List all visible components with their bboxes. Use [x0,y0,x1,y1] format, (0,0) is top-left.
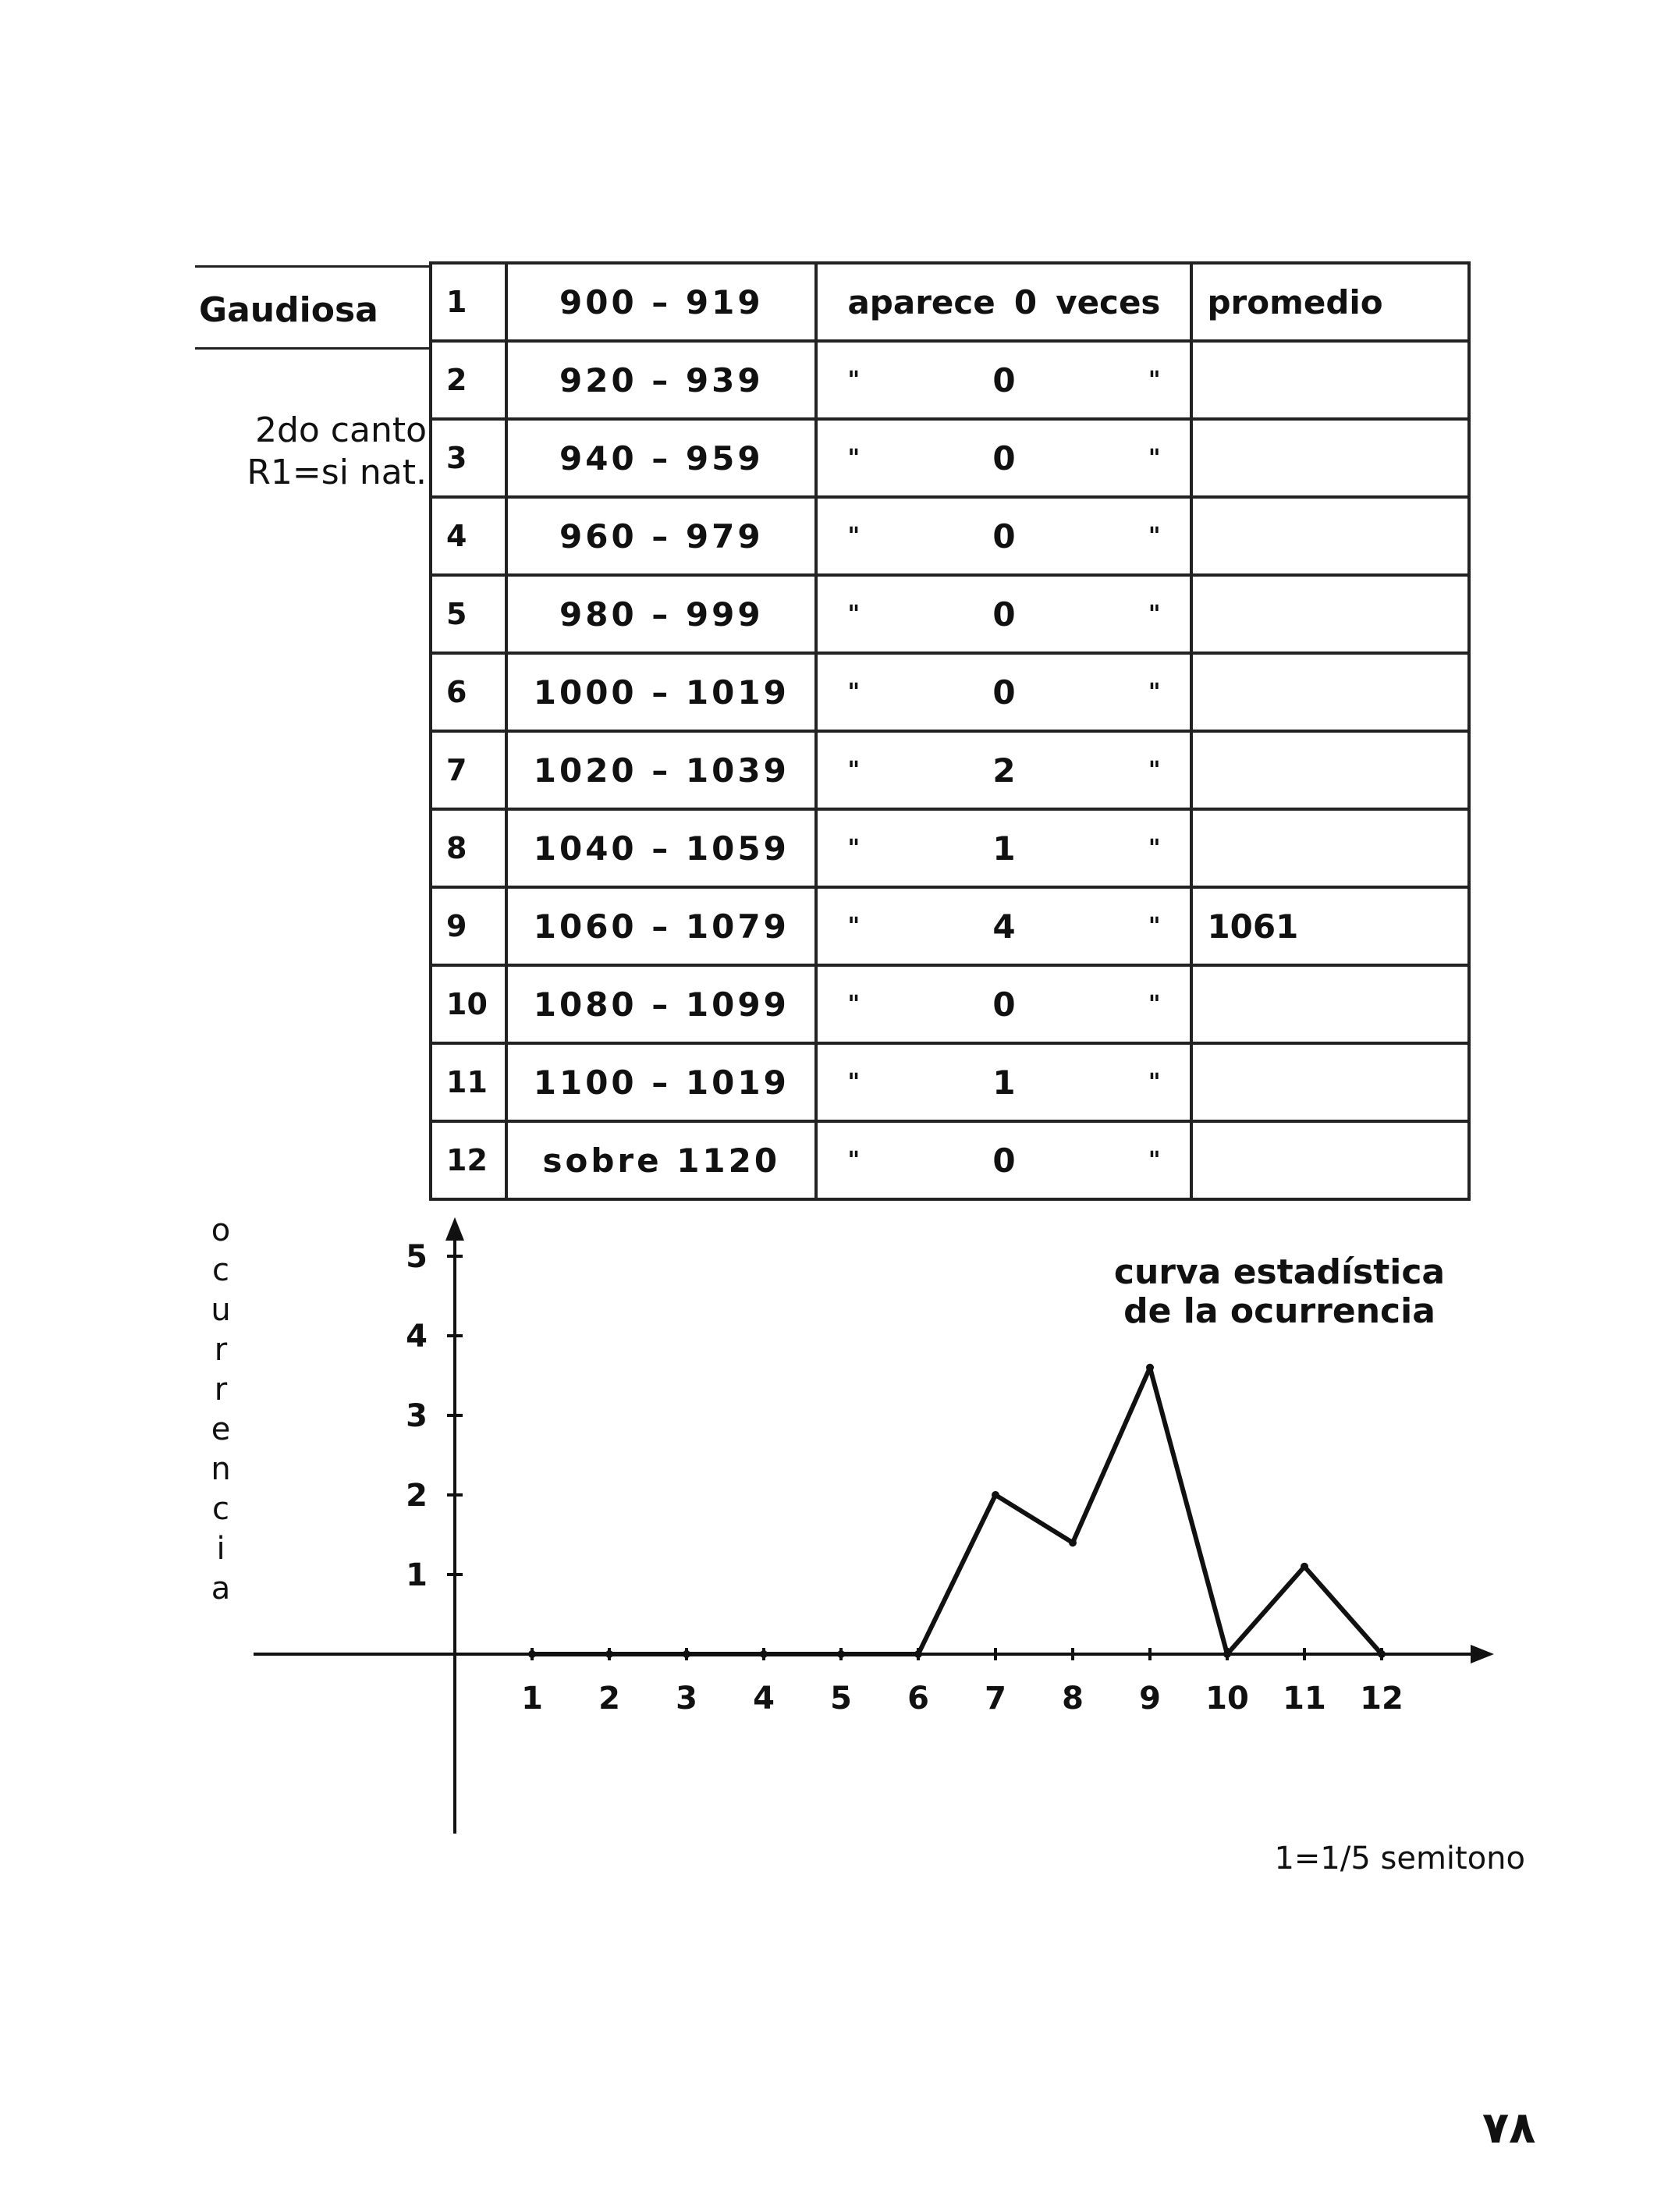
row-index: 10 [431,965,506,1043]
piece-title: Gaudiosa [199,290,378,330]
data-point [992,1491,999,1499]
data-point [760,1650,768,1658]
ditto-mark: " [847,912,861,940]
average-header: promedio [1191,263,1469,341]
data-point [683,1650,690,1658]
y-axis-label-letter: r [214,1332,228,1368]
side-note-line2: R1=si nat. [247,453,427,492]
chart-title-line2: de la ocurrencia [1123,1291,1435,1331]
x-tick-label: 12 [1360,1681,1404,1717]
row-index: 8 [431,809,506,887]
y-tick-label: 4 [406,1319,428,1355]
occurrence-count: 0 [1013,282,1038,321]
frequency-range: sobre 1120 [506,1121,816,1199]
occurrence-header-word2: veces [1056,282,1161,321]
y-tick-label: 3 [406,1398,428,1434]
ditto-mark: " [1148,678,1161,706]
x-tick-label: 7 [985,1681,1006,1717]
data-point [528,1650,536,1658]
ditto-mark: " [1148,600,1161,628]
y-axis-label-letter: i [216,1531,225,1567]
frequency-range: 1020 – 1039 [506,731,816,809]
x-tick-label: 8 [1062,1681,1084,1717]
average-cell: 1061 [1191,887,1469,965]
ditto-mark: " [847,756,861,784]
data-point [1069,1539,1077,1546]
y-tick-label: 1 [406,1557,428,1593]
row-index: 1 [431,263,506,341]
occurrence-header-word1: aparece [847,282,995,321]
frequency-range: 1080 – 1099 [506,965,816,1043]
data-point [1378,1650,1386,1658]
x-tick-label: 11 [1283,1681,1326,1717]
y-axis-label-letter: n [211,1451,231,1487]
side-note-line1: 2do canto [254,410,427,450]
frequency-range: 900 – 919 [506,263,816,341]
y-tick-label: 5 [406,1239,428,1275]
frequency-range: 940 – 959 [506,419,816,497]
frequency-range: 1060 – 1079 [506,887,816,965]
occurrence-count: 0 [992,1141,1016,1180]
frequency-range: 980 – 999 [506,575,816,653]
y-axis-label-letter: u [211,1292,231,1328]
x-axis-arrow [1471,1645,1494,1663]
ditto-mark: " [847,1068,861,1096]
x-tick-label: 4 [753,1681,775,1717]
y-tick-label: 2 [406,1478,428,1514]
occurrence-line [532,1368,1382,1654]
data-point [837,1650,845,1658]
occurrence-count: 0 [992,673,1016,712]
data-point [605,1650,613,1658]
data-point [1146,1364,1154,1372]
occurrence-count: 0 [992,438,1016,478]
y-axis-label-letter: c [212,1252,229,1288]
y-axis-label-letter: o [211,1213,231,1248]
data-point [914,1650,922,1658]
occurrence-count: 0 [992,595,1016,634]
ditto-mark: " [1148,522,1161,550]
ditto-mark: " [1148,834,1161,862]
frequency-range: 920 – 939 [506,341,816,419]
y-axis-label-letter: a [211,1571,231,1607]
x-axis-unit-note: 1=1/5 semitono [1274,1841,1525,1876]
occurrence-count: 0 [992,517,1016,556]
occurrence-count: 4 [992,907,1016,946]
frequency-range: 1040 – 1059 [506,809,816,887]
ditto-mark: " [1148,990,1161,1018]
row-index: 6 [431,653,506,731]
ditto-mark: " [1148,1068,1161,1096]
ditto-mark: " [847,444,861,472]
ditto-mark: " [847,600,861,628]
occurrence-count: 0 [992,985,1016,1024]
frequency-range: 960 – 979 [506,497,816,575]
frequency-range: 1000 – 1019 [506,653,816,731]
occurrence-count: 1 [992,829,1016,868]
ditto-mark: " [847,990,861,1018]
y-axis-label-letter: r [214,1372,228,1408]
row-index: 7 [431,731,506,809]
data-point [1223,1650,1231,1658]
x-tick-label: 9 [1139,1681,1161,1717]
row-index: 12 [431,1121,506,1199]
x-tick-label: 1 [521,1681,543,1717]
y-axis-label-letter: e [211,1411,231,1447]
ditto-mark: " [847,366,861,394]
page-number: ٧٨ [1482,2103,1536,2153]
x-tick-label: 6 [907,1681,929,1717]
ditto-mark: " [847,522,861,550]
y-axis-label-letter: c [212,1491,229,1527]
frequency-range: 1100 – 1019 [506,1043,816,1121]
occurrence-count: 2 [992,751,1016,790]
row-index: 2 [431,341,506,419]
row-index: 5 [431,575,506,653]
x-tick-label: 3 [676,1681,697,1717]
ditto-mark: " [847,834,861,862]
ditto-mark: " [847,678,861,706]
ditto-mark: " [1148,756,1161,784]
x-tick-label: 5 [830,1681,852,1717]
x-tick-label: 10 [1205,1681,1249,1717]
row-index: 9 [431,887,506,965]
y-axis-arrow [445,1217,464,1241]
chart-title-line1: curva estadística [1113,1252,1446,1292]
ditto-mark: " [1148,1146,1161,1174]
ditto-mark: " [847,1146,861,1174]
row-index: 3 [431,419,506,497]
x-tick-label: 2 [598,1681,620,1717]
data-point [1301,1563,1308,1571]
row-index: 11 [431,1043,506,1121]
occurrence-count: 1 [992,1063,1016,1102]
row-index: 4 [431,497,506,575]
occurrence-count: 0 [992,360,1016,399]
ditto-mark: " [1148,444,1161,472]
ditto-mark: " [1148,366,1161,394]
ditto-mark: " [1148,912,1161,940]
